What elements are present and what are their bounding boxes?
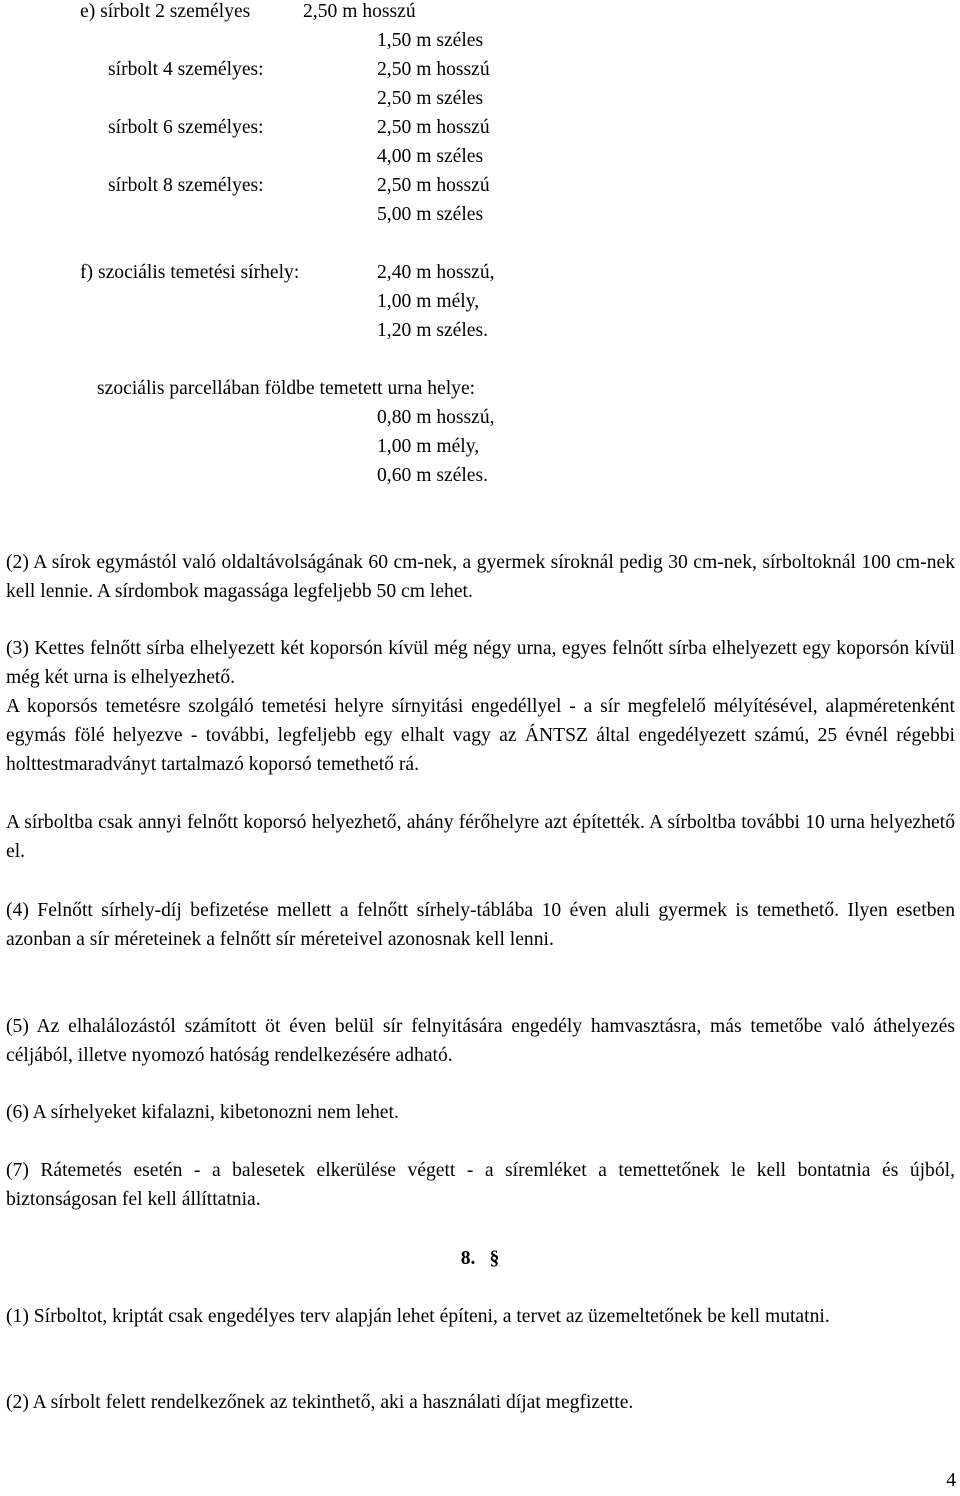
e-row-4-length: 2,50 m hosszú <box>377 175 490 196</box>
urn-depth: 1,00 m mély, <box>377 436 480 457</box>
f-depth: 1,00 m mély, <box>377 291 480 312</box>
section-heading <box>0 1244 960 1273</box>
urn-length: 0,80 m hosszú, <box>377 407 495 428</box>
e-row-3-label: sírbolt 6 személyes: <box>108 117 264 138</box>
section-8-paragraph-1: (1) Sírboltot, kriptát csak engedélyes terv alapján lehet építeni, a tervet az üzemeltetőnek be kell mutatni. <box>6 1306 830 1327</box>
f-length: 2,40 m hosszú, <box>377 262 495 283</box>
section-number: 8. <box>460 1248 476 1269</box>
e-row-3-width: 4,00 m széles <box>377 146 484 167</box>
f-width: 1,20 m széles. <box>377 320 489 341</box>
paragraph-3-part-3: A sírboltba csak annyi felnőtt koporsó helyezhető, ahány férőhelyre azt építették. A sírboltba további 10 urna helyezhető el. <box>6 812 955 862</box>
section-8-paragraph-2: (2) A sírbolt felett rendelkezőnek az tekinthető, aki a használati díjat megfizette. <box>6 1392 634 1413</box>
f-label: f) szociális temetési sírhely: <box>80 262 300 283</box>
paragraph-3-part-2: A koporsós temetésre szolgáló temetési helyre sírnyitási engedéllyel - a sír megfelelő mélyítésével, alapméretenként egymás fölé helyezve - további, legfeljebb egy elhalt vagy az ÁNTSZ által engedélyezett számú, 25 évnél régebbi holttestmaradványt tartalmazó koporsó temethető rá. <box>6 696 955 775</box>
paragraph-4: (4) Felnőtt sírhely-díj befizetése mellett a felnőtt sírhely-táblába 10 éven aluli gyermek is temethető. Ilyen esetben azonban a sír méreteinek a felnőtt sír méreteivel azonosnak kell lenni. <box>6 900 955 950</box>
e-row-2-length: 2,50 m hosszú <box>377 59 490 80</box>
e-row-2-label: sírbolt 4 személyes: <box>108 59 264 80</box>
e-row-2-width: 2,50 m széles <box>377 88 484 109</box>
urn-label: szociális parcellában földbe temetett urna helye: <box>97 378 476 399</box>
e-row-3-length: 2,50 m hosszú <box>377 117 490 138</box>
e-row-1-length: 2,50 m hosszú <box>303 1 416 22</box>
e-row-4-width: 5,00 m széles <box>377 204 484 225</box>
paragraph-7: (7) Rátemetés esetén - a balesetek elkerülése végett - a síremléket a temettetőnek le kell bontatnia és újból, biztonságosan fel kell állíttatnia. <box>6 1160 955 1210</box>
section-symbol: § <box>489 1248 500 1269</box>
e-row-4-label: sírbolt 8 személyes: <box>108 175 264 196</box>
paragraph-6: (6) A sírhelyeket kifalazni, kibetonozni nem lehet. <box>6 1102 399 1123</box>
paragraph-3-part-1: (3) Kettes felnőtt sírba elhelyezett két koporsón kívül még négy urna, egyes felnőtt sírba elhelyezett egy koporsón kívül még két urna is elhelyezhető. <box>6 638 955 688</box>
paragraph-2: (2) A sírok egymástól való oldaltávolságának 60 cm-nek, a gyermek síroknál pedig 30 cm-nek, sírboltoknál 100 cm-nek kell lennie. A sírdombok magassága legfeljebb 50 cm lehet. <box>6 552 955 602</box>
e-label: e) sírbolt 2 személyes <box>80 1 251 22</box>
page-number: 4 <box>946 1470 956 1491</box>
urn-width: 0,60 m széles. <box>377 465 489 486</box>
paragraph-5: (5) Az elhalálozástól számított öt éven belül sír felnyitására engedély hamvasztásra, más temetőbe való áthelyezés céljából, illetve nyomozó hatóság rendelkezésére adható. <box>6 1016 955 1066</box>
e-row-1-width: 1,50 m széles <box>377 30 484 51</box>
